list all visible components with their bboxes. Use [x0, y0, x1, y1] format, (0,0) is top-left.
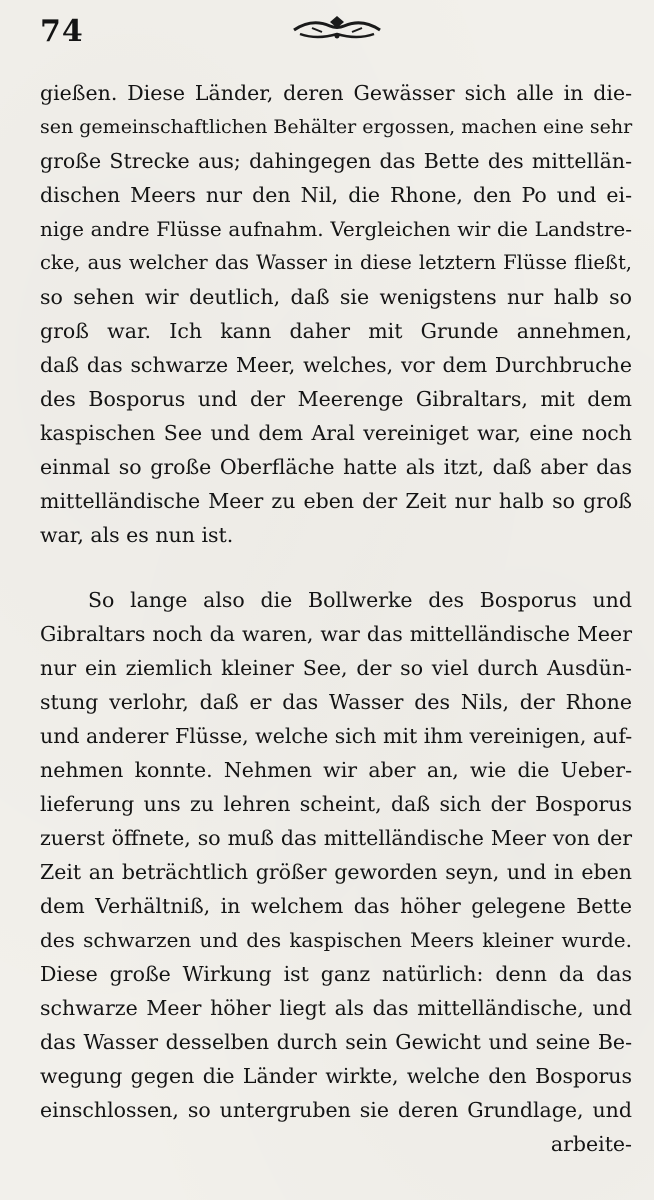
text-line: kaspischen See und dem Aral vereiniget war, eine noch	[40, 421, 632, 445]
text-line: einmal so große Oberfläche hatte als itzt, daß aber das	[40, 455, 632, 479]
text-line: so sehen wir deutlich, daß sie wenigstens nur halb so	[40, 285, 632, 309]
text-line: einschlossen, so untergruben sie deren Grundlage, und	[40, 1098, 632, 1122]
text-line: Zeit an beträchtlich größer geworden seyn, und in eben	[40, 860, 632, 884]
text-line: des Bosporus und der Meerenge Gibraltars, mit dem	[40, 387, 632, 411]
text-line: cke, aus welcher das Wasser in diese letztern Flüsse fließt,	[40, 251, 632, 274]
text-line: daß das schwarze Meer, welches, vor dem Durchbruche	[40, 353, 632, 377]
text-line: sen gemeinschaftlichen Behälter ergossen, machen eine sehr	[40, 116, 633, 138]
text-line: nur ein ziemlich kleiner See, der so viel durch Ausdün-	[40, 656, 632, 680]
text-line: schwarze Meer höher liegt als das mittelländische, und	[40, 996, 632, 1020]
text-line: wegung gegen die Länder wirkte, welche den Bosporus	[40, 1064, 632, 1088]
paragraph-2	[40, 583, 632, 1161]
text-line: große Strecke aus; dahingegen das Bette des mittellän-	[40, 149, 632, 173]
paragraph-1	[40, 76, 632, 552]
page-number: 74	[40, 14, 84, 49]
text-line: und anderer Flüsse, welche sich mit ihm vereinigen, auf-	[40, 724, 633, 748]
text-line: das Wasser desselben durch sein Gewicht und seine Be-	[40, 1030, 632, 1054]
text-line: zuerst öffnete, so muß das mittelländische Meer von der	[40, 826, 632, 850]
text-line: mittelländische Meer zu eben der Zeit nur halb so groß	[40, 489, 632, 513]
text-line: dischen Meers nur den Nil, die Rhone, den Po und ei-	[40, 183, 632, 207]
text-line: nehmen konnte. Nehmen wir aber an, wie die Ueber-	[40, 758, 632, 782]
text-line: des schwarzen und des kaspischen Meers kleiner wurde.	[40, 928, 632, 952]
text-line: stung verlohr, daß er das Wasser des Nils, der Rhone	[40, 690, 632, 714]
text-line: So lange also die Bollwerke des Bosporus und	[88, 588, 632, 612]
text-line: Diese große Wirkung ist ganz natürlich: denn da das	[40, 962, 632, 986]
text-line: lieferung uns zu lehren scheint, daß sich der Bosporus	[40, 792, 632, 816]
catchword: arbeite-	[550, 1132, 632, 1156]
text-line: dem Verhältniß, in welchem das höher gelegene Bette	[40, 894, 632, 918]
text-line: groß war. Ich kann daher mit Grunde annehmen,	[40, 319, 632, 343]
text-line: gießen. Diese Länder, deren Gewässer sich alle in die-	[40, 81, 632, 105]
text-line: Gibraltars noch da waren, war das mittelländische Meer	[40, 622, 632, 646]
text-line: nige andre Flüsse aufnahm. Vergleichen wir die Landstre-	[40, 217, 632, 241]
decorative-ornament-icon	[292, 14, 382, 44]
text-line: war, als es nun ist.	[40, 523, 234, 547]
